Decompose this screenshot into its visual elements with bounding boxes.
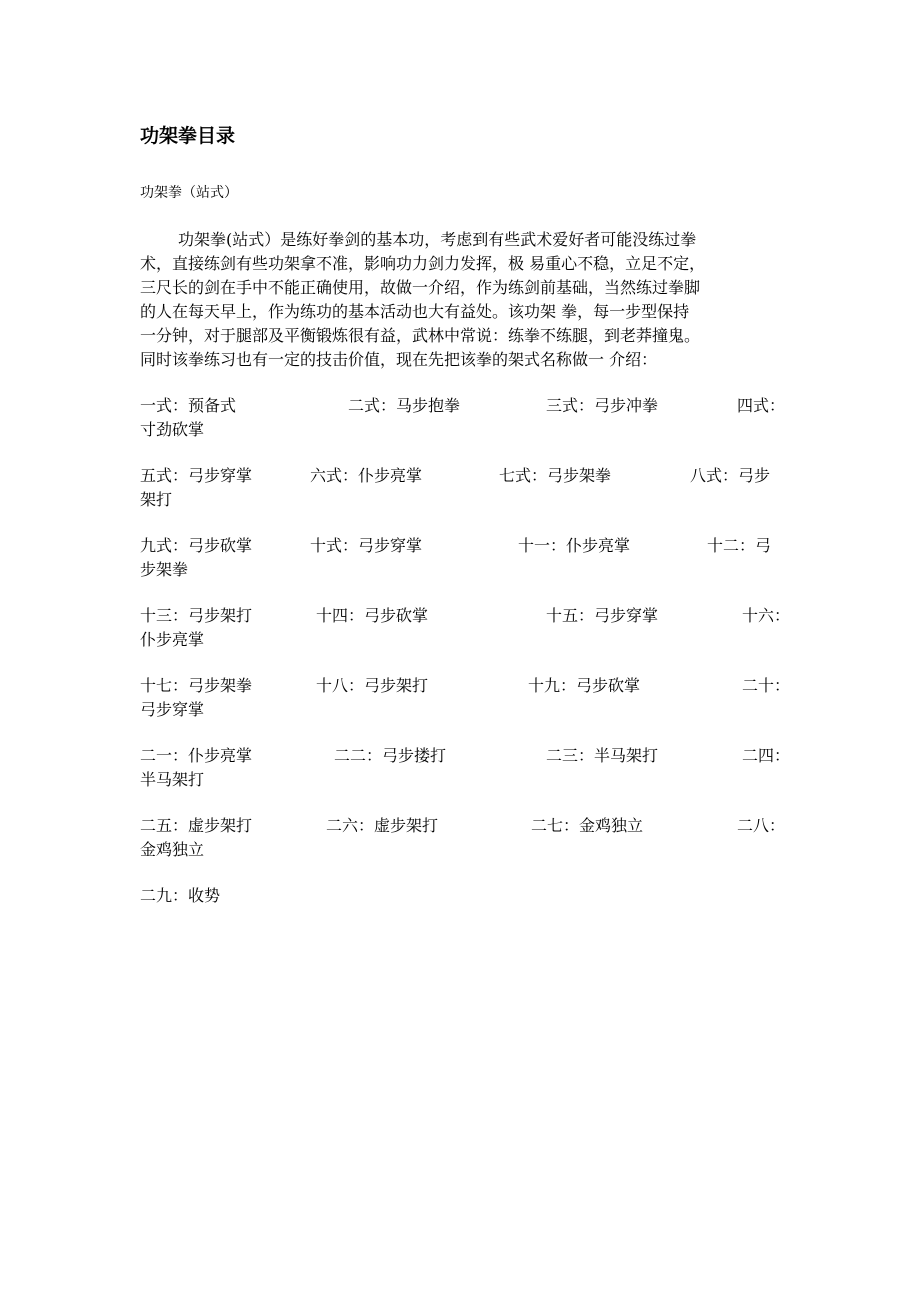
form-name: 二八： xyxy=(737,816,786,835)
form-name: 二十： xyxy=(742,676,791,695)
form-name-continuation: 步架拳 xyxy=(140,560,189,579)
form-name-continuation: 半马架打 xyxy=(140,770,205,789)
form-name-continuation: 架打 xyxy=(140,490,173,509)
form-name-continuation: 金鸡独立 xyxy=(140,840,205,859)
form-name: 七式：弓步架拳 xyxy=(499,466,612,485)
form-name: 二七：金鸡独立 xyxy=(531,816,644,835)
form-name: 二四： xyxy=(742,746,791,765)
form-list-row xyxy=(140,674,790,722)
form-name: 一式：预备式 xyxy=(140,396,237,415)
form-name: 八式：弓步 xyxy=(690,466,771,485)
form-name: 十九：弓步砍掌 xyxy=(528,676,641,695)
paragraph-line: 功架拳(站式）是练好拳剑的基本功，考虑到有些武术爱好者可能没练过拳 xyxy=(178,230,697,249)
form-name-continuation: 弓步穿掌 xyxy=(140,700,205,719)
form-name: 二五：虚步架打 xyxy=(140,816,253,835)
form-list-row xyxy=(140,464,790,512)
form-name: 十三：弓步架打 xyxy=(140,606,253,625)
form-list-row xyxy=(140,604,790,652)
form-list-row xyxy=(140,394,790,442)
form-name-continuation: 寸劲砍掌 xyxy=(140,420,205,439)
form-name: 二九：收势 xyxy=(140,886,221,905)
form-list-row xyxy=(140,884,790,932)
form-name: 九式：弓步砍掌 xyxy=(140,536,253,555)
form-name: 十五：弓步穿掌 xyxy=(546,606,659,625)
form-name: 十一：仆步亮掌 xyxy=(518,536,631,555)
paragraph-line: 术，直接练剑有些功架拿不准，影响功力剑力发挥，极 易重心不稳，立足不定， xyxy=(140,254,706,273)
form-name: 二六：虚步架打 xyxy=(326,816,439,835)
form-name: 十八：弓步架打 xyxy=(316,676,429,695)
form-name: 十七：弓步架拳 xyxy=(140,676,253,695)
document-subtitle: 功架拳（站式） xyxy=(140,185,238,201)
form-name: 四式： xyxy=(737,396,786,415)
paragraph-line: 一分钟，对于腿部及平衡锻炼很有益，武林中常说：练拳不练腿，到老莽撞鬼。 xyxy=(140,326,701,345)
form-name: 二三：半马架打 xyxy=(546,746,659,765)
paragraph-line: 同时该拳练习也有一定的技击价值，现在先把该拳的架式名称做一 介绍： xyxy=(140,350,658,369)
paragraph-line: 的人在每天早上，作为练功的基本活动也大有益处。该功架 拳，每一步型保持 xyxy=(140,302,690,321)
form-list-row xyxy=(140,744,790,792)
form-name: 三式：弓步冲拳 xyxy=(546,396,659,415)
form-name: 十二：弓 xyxy=(707,536,772,555)
form-name: 十六： xyxy=(742,606,791,625)
form-name: 二二：弓步搂打 xyxy=(334,746,447,765)
form-name-continuation: 仆步亮掌 xyxy=(140,630,205,649)
form-name: 六式：仆步亮掌 xyxy=(310,466,423,485)
form-name: 十四：弓步砍掌 xyxy=(316,606,429,625)
paragraph-line: 三尺长的剑在手中不能正确使用，故做一介绍，作为练剑前基础，当然练过拳脚 xyxy=(140,278,701,297)
intro-paragraph xyxy=(140,228,800,372)
form-list-row xyxy=(140,534,790,582)
form-name: 十式：弓步穿掌 xyxy=(310,536,423,555)
form-name: 二一：仆步亮掌 xyxy=(140,746,253,765)
document-title: 功架拳目录 xyxy=(140,125,236,147)
form-name: 二式：马步抱拳 xyxy=(348,396,461,415)
form-name: 五式：弓步穿掌 xyxy=(140,466,253,485)
form-list-row xyxy=(140,814,790,862)
